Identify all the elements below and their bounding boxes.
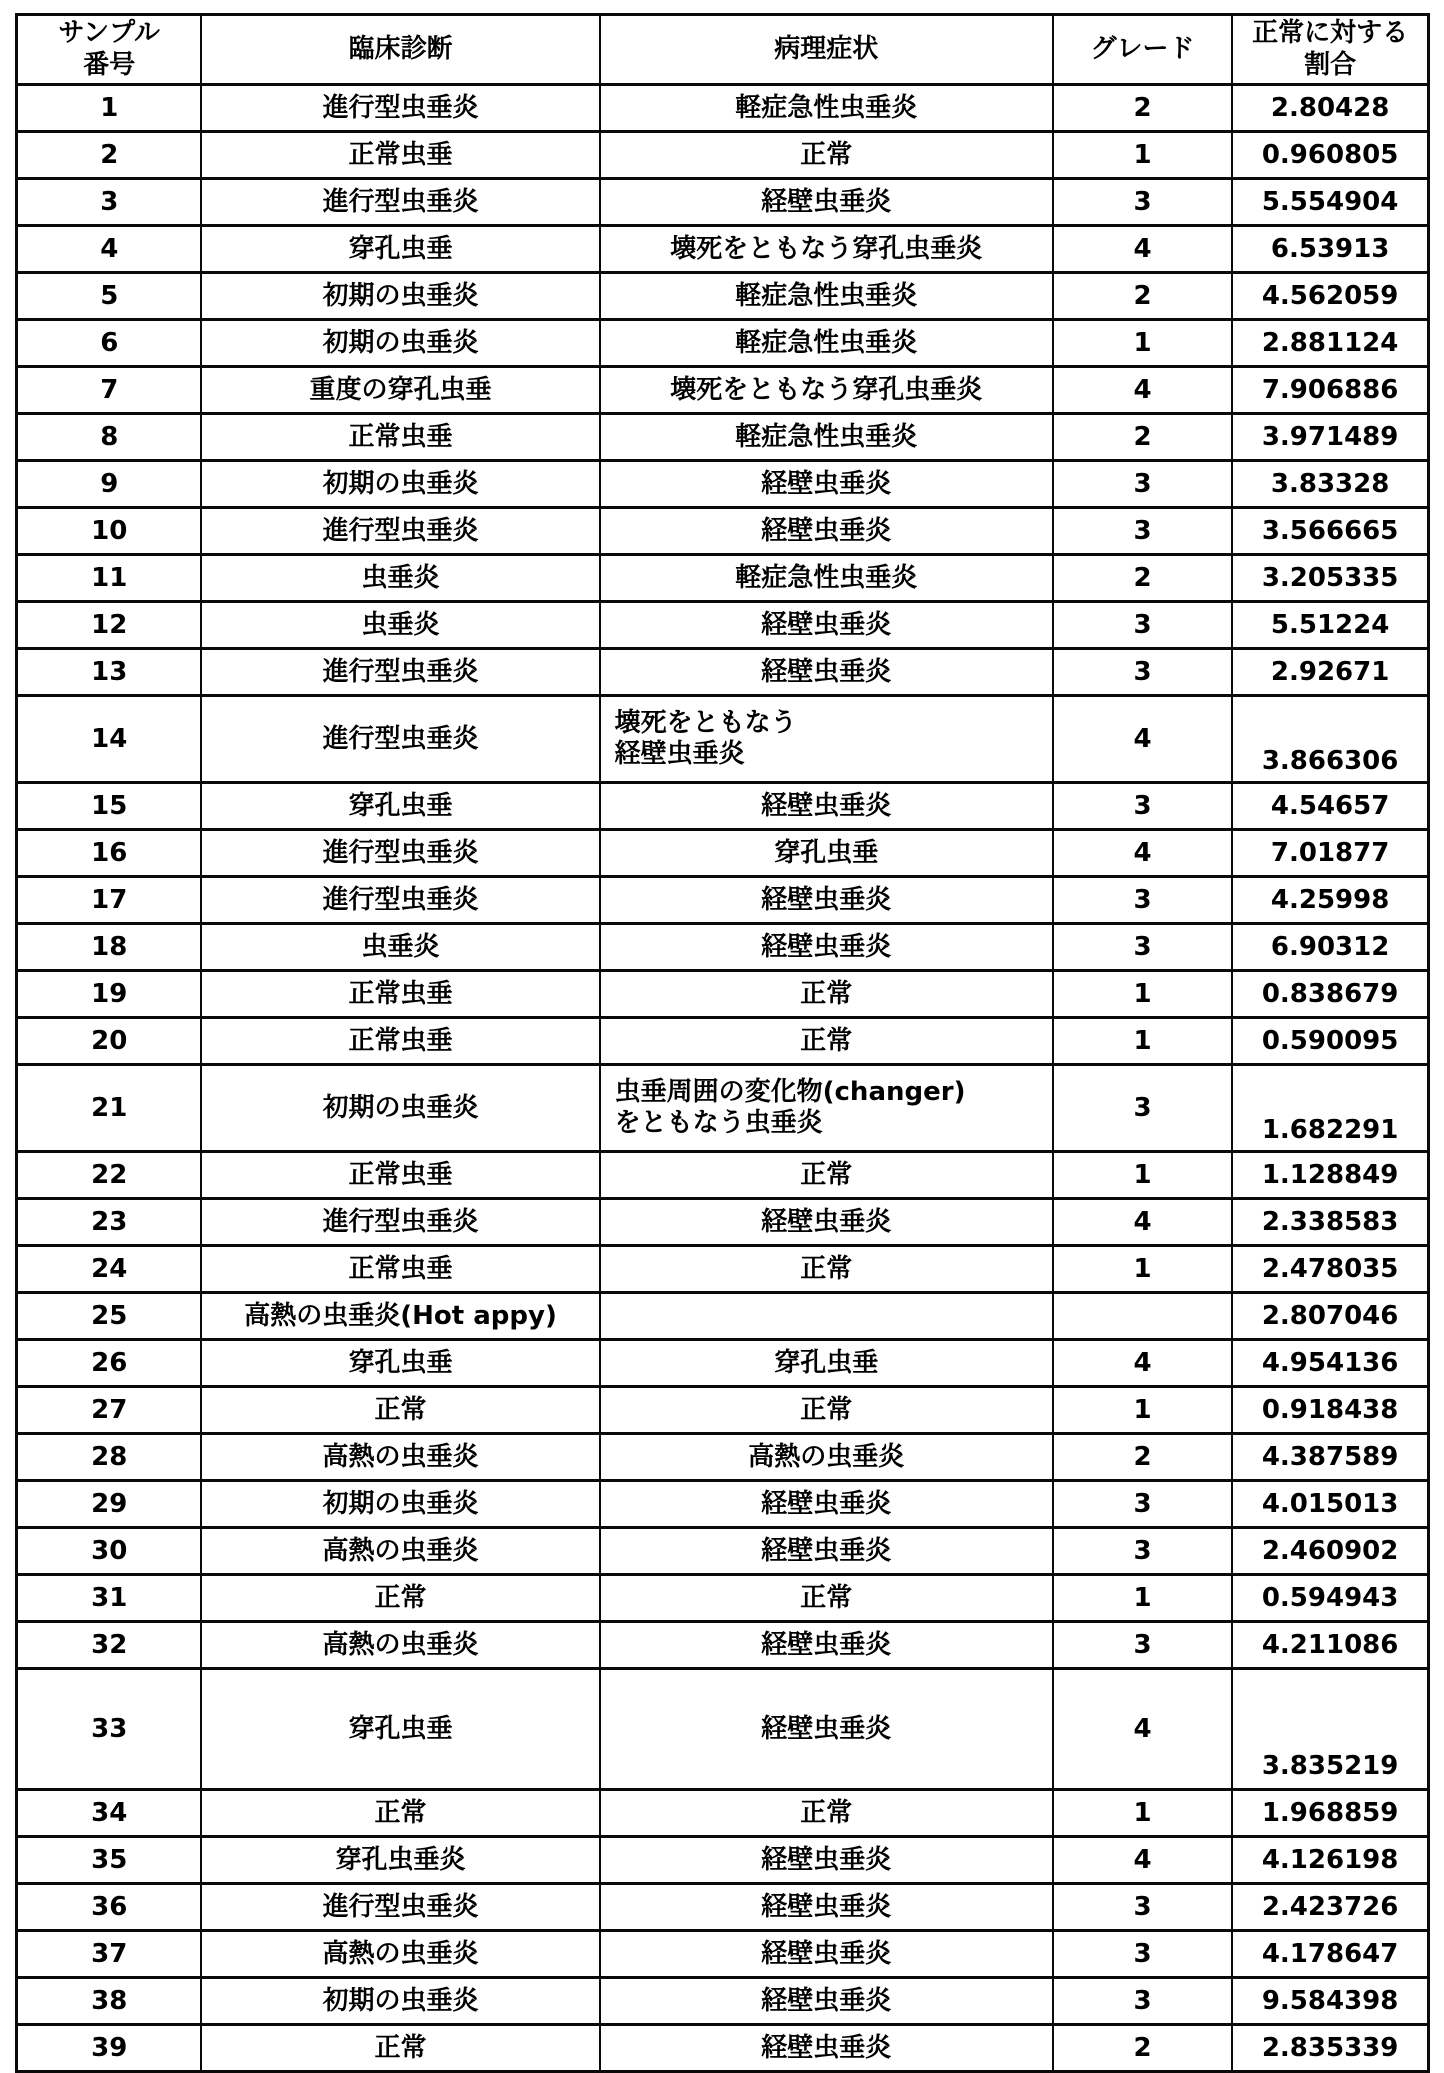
pathology-cell: 経壁虫垂炎: [600, 1481, 1053, 1528]
pathology-cell: 正常: [600, 1152, 1053, 1199]
col-header-pathology: 病理症状: [600, 15, 1053, 85]
table-row: [17, 1622, 1429, 1669]
grade-cell: 3: [1053, 783, 1232, 830]
table-header: [17, 15, 1429, 85]
ratio-cell: 2.881124: [1232, 320, 1428, 367]
clinical-diagnosis-cell: 進行型虫垂炎: [201, 696, 599, 783]
grade-cell: 1: [1053, 1018, 1232, 1065]
ratio-cell: 1.682291: [1232, 1065, 1428, 1152]
table-row: [17, 132, 1429, 179]
pathology-cell: 経壁虫垂炎: [600, 1669, 1053, 1790]
pathology-cell: 虫垂周囲の変化物(changer) をともなう虫垂炎: [600, 1065, 1053, 1152]
ratio-cell: 4.178647: [1232, 1931, 1428, 1978]
grade-cell: 3: [1053, 924, 1232, 971]
clinical-diagnosis-cell: 正常虫垂: [201, 1246, 599, 1293]
header-row: [17, 15, 1429, 85]
sample-number-cell: 33: [17, 1669, 202, 1790]
grade-cell: 3: [1053, 461, 1232, 508]
table-row: [17, 179, 1429, 226]
ratio-cell: 4.387589: [1232, 1434, 1428, 1481]
grade-cell: 4: [1053, 1837, 1232, 1884]
ratio-cell: 2.338583: [1232, 1199, 1428, 1246]
ratio-cell: 2.478035: [1232, 1246, 1428, 1293]
table-row: [17, 85, 1429, 132]
clinical-diagnosis-cell: 正常虫垂: [201, 1152, 599, 1199]
ratio-cell: 2.807046: [1232, 1293, 1428, 1340]
ratio-cell: 4.25998: [1232, 877, 1428, 924]
clinical-diagnosis-cell: 高熱の虫垂炎: [201, 1434, 599, 1481]
col-header-ratio-to-normal: 正常に対する 割合: [1232, 15, 1428, 85]
table-row: [17, 877, 1429, 924]
table-row: [17, 273, 1429, 320]
table-row: [17, 226, 1429, 273]
ratio-cell: 5.554904: [1232, 179, 1428, 226]
sample-number-cell: 31: [17, 1575, 202, 1622]
sample-number-cell: 28: [17, 1434, 202, 1481]
sample-number-cell: 17: [17, 877, 202, 924]
ratio-cell: 4.015013: [1232, 1481, 1428, 1528]
grade-cell: 3: [1053, 1065, 1232, 1152]
sample-number-cell: 9: [17, 461, 202, 508]
ratio-cell: 2.835339: [1232, 2025, 1428, 2072]
ratio-cell: 4.562059: [1232, 273, 1428, 320]
sample-number-cell: 38: [17, 1978, 202, 2025]
clinical-diagnosis-cell: 進行型虫垂炎: [201, 85, 599, 132]
clinical-diagnosis-cell: 高熱の虫垂炎(Hot appy): [201, 1293, 599, 1340]
clinical-diagnosis-cell: 進行型虫垂炎: [201, 649, 599, 696]
ratio-cell: 1.128849: [1232, 1152, 1428, 1199]
table-row: [17, 1790, 1429, 1837]
pathology-cell: 経壁虫垂炎: [600, 1978, 1053, 2025]
pathology-cell: 壊死をともなう穿孔虫垂炎: [600, 226, 1053, 273]
sample-results-table: [15, 13, 1430, 2073]
grade-cell: 3: [1053, 1481, 1232, 1528]
table-row: [17, 508, 1429, 555]
ratio-cell: 6.90312: [1232, 924, 1428, 971]
grade-cell: 4: [1053, 1669, 1232, 1790]
grade-cell: 4: [1053, 226, 1232, 273]
table-row: [17, 1018, 1429, 1065]
clinical-diagnosis-cell: 穿孔虫垂: [201, 1340, 599, 1387]
grade-cell: 1: [1053, 320, 1232, 367]
pathology-cell: 経壁虫垂炎: [600, 783, 1053, 830]
pathology-cell: 経壁虫垂炎: [600, 1884, 1053, 1931]
clinical-diagnosis-cell: 穿孔虫垂炎: [201, 1837, 599, 1884]
ratio-cell: 0.594943: [1232, 1575, 1428, 1622]
pathology-cell: 正常: [600, 1387, 1053, 1434]
sample-number-cell: 15: [17, 783, 202, 830]
table-row: [17, 1387, 1429, 1434]
table-row: [17, 1978, 1429, 2025]
ratio-cell: 4.126198: [1232, 1837, 1428, 1884]
ratio-cell: 3.566665: [1232, 508, 1428, 555]
clinical-diagnosis-cell: 進行型虫垂炎: [201, 179, 599, 226]
table-row: [17, 1152, 1429, 1199]
sample-number-cell: 4: [17, 226, 202, 273]
sample-number-cell: 26: [17, 1340, 202, 1387]
ratio-cell: 0.918438: [1232, 1387, 1428, 1434]
ratio-cell: 3.835219: [1232, 1669, 1428, 1790]
table-row: [17, 1065, 1429, 1152]
clinical-diagnosis-cell: 進行型虫垂炎: [201, 1199, 599, 1246]
table-row: [17, 1575, 1429, 1622]
clinical-diagnosis-cell: 虫垂炎: [201, 602, 599, 649]
grade-cell: 1: [1053, 1387, 1232, 1434]
grade-cell: 1: [1053, 1152, 1232, 1199]
table-row: [17, 1884, 1429, 1931]
sample-number-cell: 5: [17, 273, 202, 320]
col-header-clinical-diagnosis: 臨床診断: [201, 15, 599, 85]
grade-cell: 3: [1053, 1931, 1232, 1978]
clinical-diagnosis-cell: 高熱の虫垂炎: [201, 1931, 599, 1978]
table-row: [17, 1528, 1429, 1575]
grade-cell: 2: [1053, 273, 1232, 320]
pathology-cell: 軽症急性虫垂炎: [600, 555, 1053, 602]
sample-number-cell: 10: [17, 508, 202, 555]
grade-cell: 2: [1053, 1434, 1232, 1481]
pathology-cell: 経壁虫垂炎: [600, 1199, 1053, 1246]
clinical-diagnosis-cell: 高熱の虫垂炎: [201, 1528, 599, 1575]
table-row: [17, 1434, 1429, 1481]
ratio-cell: 5.51224: [1232, 602, 1428, 649]
clinical-diagnosis-cell: 正常虫垂: [201, 414, 599, 461]
grade-cell: 4: [1053, 1340, 1232, 1387]
table-row: [17, 696, 1429, 783]
table-body: [17, 85, 1429, 2072]
table-row: [17, 971, 1429, 1018]
clinical-diagnosis-cell: 穿孔虫垂: [201, 226, 599, 273]
pathology-cell: 経壁虫垂炎: [600, 649, 1053, 696]
sample-number-cell: 18: [17, 924, 202, 971]
grade-cell: [1053, 1293, 1232, 1340]
grade-cell: 3: [1053, 1978, 1232, 2025]
col-header-grade: グレード: [1053, 15, 1232, 85]
sample-number-cell: 24: [17, 1246, 202, 1293]
pathology-cell: 経壁虫垂炎: [600, 877, 1053, 924]
ratio-cell: 4.211086: [1232, 1622, 1428, 1669]
ratio-cell: 3.83328: [1232, 461, 1428, 508]
sample-number-cell: 30: [17, 1528, 202, 1575]
sample-number-cell: 13: [17, 649, 202, 696]
table-row: [17, 1931, 1429, 1978]
grade-cell: 3: [1053, 877, 1232, 924]
grade-cell: 4: [1053, 830, 1232, 877]
table-row: [17, 555, 1429, 602]
grade-cell: 3: [1053, 1528, 1232, 1575]
grade-cell: 1: [1053, 1575, 1232, 1622]
pathology-cell: 経壁虫垂炎: [600, 924, 1053, 971]
ratio-cell: 0.590095: [1232, 1018, 1428, 1065]
pathology-cell: 正常: [600, 132, 1053, 179]
grade-cell: 1: [1053, 132, 1232, 179]
table-row: [17, 461, 1429, 508]
sample-number-cell: 8: [17, 414, 202, 461]
table-row: [17, 602, 1429, 649]
pathology-cell: 正常: [600, 971, 1053, 1018]
pathology-cell: 経壁虫垂炎: [600, 1528, 1053, 1575]
clinical-diagnosis-cell: 初期の虫垂炎: [201, 461, 599, 508]
clinical-diagnosis-cell: 正常: [201, 1387, 599, 1434]
grade-cell: 3: [1053, 179, 1232, 226]
clinical-diagnosis-cell: 進行型虫垂炎: [201, 830, 599, 877]
sample-number-cell: 23: [17, 1199, 202, 1246]
sample-number-cell: 27: [17, 1387, 202, 1434]
sample-number-cell: 6: [17, 320, 202, 367]
clinical-diagnosis-cell: 正常: [201, 1575, 599, 1622]
clinical-diagnosis-cell: 進行型虫垂炎: [201, 508, 599, 555]
clinical-diagnosis-cell: 正常虫垂: [201, 132, 599, 179]
pathology-cell: 経壁虫垂炎: [600, 2025, 1053, 2072]
table-row: [17, 1246, 1429, 1293]
pathology-cell: 正常: [600, 1790, 1053, 1837]
clinical-diagnosis-cell: 初期の虫垂炎: [201, 273, 599, 320]
table-row: [17, 1669, 1429, 1790]
grade-cell: 2: [1053, 2025, 1232, 2072]
pathology-cell: 軽症急性虫垂炎: [600, 85, 1053, 132]
table-row: [17, 1293, 1429, 1340]
ratio-cell: 2.92671: [1232, 649, 1428, 696]
sample-number-cell: 37: [17, 1931, 202, 1978]
pathology-cell: 正常: [600, 1246, 1053, 1293]
table-row: [17, 414, 1429, 461]
sample-number-cell: 22: [17, 1152, 202, 1199]
ratio-cell: 4.54657: [1232, 783, 1428, 830]
pathology-cell: 壊死をともなう 経壁虫垂炎: [600, 696, 1053, 783]
pathology-cell: 穿孔虫垂: [600, 1340, 1053, 1387]
grade-cell: 2: [1053, 85, 1232, 132]
ratio-cell: 1.968859: [1232, 1790, 1428, 1837]
grade-cell: 1: [1053, 1790, 1232, 1837]
pathology-cell: 経壁虫垂炎: [600, 508, 1053, 555]
pathology-cell: 経壁虫垂炎: [600, 179, 1053, 226]
table-row: [17, 320, 1429, 367]
ratio-cell: 3.866306: [1232, 696, 1428, 783]
sample-number-cell: 25: [17, 1293, 202, 1340]
ratio-cell: 0.960805: [1232, 132, 1428, 179]
pathology-cell: 軽症急性虫垂炎: [600, 320, 1053, 367]
grade-cell: 4: [1053, 696, 1232, 783]
grade-cell: 1: [1053, 1246, 1232, 1293]
table-row: [17, 1837, 1429, 1884]
sample-number-cell: 1: [17, 85, 202, 132]
pathology-cell: 経壁虫垂炎: [600, 1622, 1053, 1669]
ratio-cell: 2.80428: [1232, 85, 1428, 132]
sample-number-cell: 39: [17, 2025, 202, 2072]
pathology-cell: 正常: [600, 1018, 1053, 1065]
pathology-cell: 穿孔虫垂: [600, 830, 1053, 877]
grade-cell: 3: [1053, 602, 1232, 649]
ratio-cell: 2.423726: [1232, 1884, 1428, 1931]
table-row: [17, 2025, 1429, 2072]
pathology-cell: 軽症急性虫垂炎: [600, 414, 1053, 461]
clinical-diagnosis-cell: 進行型虫垂炎: [201, 1884, 599, 1931]
ratio-cell: 9.584398: [1232, 1978, 1428, 2025]
clinical-diagnosis-cell: 初期の虫垂炎: [201, 320, 599, 367]
clinical-diagnosis-cell: 重度の穿孔虫垂: [201, 367, 599, 414]
ratio-cell: 7.906886: [1232, 367, 1428, 414]
grade-cell: 3: [1053, 1884, 1232, 1931]
sample-number-cell: 3: [17, 179, 202, 226]
sample-number-cell: 14: [17, 696, 202, 783]
ratio-cell: 6.53913: [1232, 226, 1428, 273]
ratio-cell: 0.838679: [1232, 971, 1428, 1018]
table-row: [17, 649, 1429, 696]
sample-number-cell: 29: [17, 1481, 202, 1528]
pathology-cell: 高熱の虫垂炎: [600, 1434, 1053, 1481]
pathology-cell: 正常: [600, 1575, 1053, 1622]
clinical-diagnosis-cell: 正常虫垂: [201, 971, 599, 1018]
ratio-cell: 3.205335: [1232, 555, 1428, 602]
pathology-cell: 経壁虫垂炎: [600, 1931, 1053, 1978]
clinical-diagnosis-cell: 穿孔虫垂: [201, 783, 599, 830]
sample-number-cell: 21: [17, 1065, 202, 1152]
clinical-diagnosis-cell: 初期の虫垂炎: [201, 1481, 599, 1528]
table-row: [17, 830, 1429, 877]
pathology-cell: 経壁虫垂炎: [600, 602, 1053, 649]
ratio-cell: 7.01877: [1232, 830, 1428, 877]
pathology-cell: 軽症急性虫垂炎: [600, 273, 1053, 320]
sample-number-cell: 2: [17, 132, 202, 179]
table-row: [17, 1340, 1429, 1387]
table-row: [17, 924, 1429, 971]
pathology-cell: 壊死をともなう穿孔虫垂炎: [600, 367, 1053, 414]
clinical-diagnosis-cell: 虫垂炎: [201, 555, 599, 602]
ratio-cell: 2.460902: [1232, 1528, 1428, 1575]
grade-cell: 2: [1053, 414, 1232, 461]
pathology-cell: [600, 1293, 1053, 1340]
table-row: [17, 1481, 1429, 1528]
sample-number-cell: 36: [17, 1884, 202, 1931]
grade-cell: 3: [1053, 508, 1232, 555]
clinical-diagnosis-cell: 初期の虫垂炎: [201, 1065, 599, 1152]
table-row: [17, 783, 1429, 830]
grade-cell: 4: [1053, 367, 1232, 414]
clinical-diagnosis-cell: 正常: [201, 2025, 599, 2072]
clinical-diagnosis-cell: 進行型虫垂炎: [201, 877, 599, 924]
grade-cell: 1: [1053, 971, 1232, 1018]
sample-number-cell: 32: [17, 1622, 202, 1669]
pathology-cell: 経壁虫垂炎: [600, 461, 1053, 508]
ratio-cell: 4.954136: [1232, 1340, 1428, 1387]
table-row: [17, 367, 1429, 414]
sample-number-cell: 34: [17, 1790, 202, 1837]
sample-number-cell: 11: [17, 555, 202, 602]
sample-number-cell: 35: [17, 1837, 202, 1884]
clinical-diagnosis-cell: 正常虫垂: [201, 1018, 599, 1065]
grade-cell: 4: [1053, 1199, 1232, 1246]
grade-cell: 3: [1053, 649, 1232, 696]
clinical-diagnosis-cell: 高熱の虫垂炎: [201, 1622, 599, 1669]
clinical-diagnosis-cell: 虫垂炎: [201, 924, 599, 971]
grade-cell: 3: [1053, 1622, 1232, 1669]
clinical-diagnosis-cell: 穿孔虫垂: [201, 1669, 599, 1790]
sample-number-cell: 20: [17, 1018, 202, 1065]
sample-number-cell: 12: [17, 602, 202, 649]
sample-number-cell: 19: [17, 971, 202, 1018]
grade-cell: 2: [1053, 555, 1232, 602]
sample-number-cell: 7: [17, 367, 202, 414]
sample-number-cell: 16: [17, 830, 202, 877]
clinical-diagnosis-cell: 正常: [201, 1790, 599, 1837]
table-row: [17, 1199, 1429, 1246]
ratio-cell: 3.971489: [1232, 414, 1428, 461]
clinical-diagnosis-cell: 初期の虫垂炎: [201, 1978, 599, 2025]
pathology-cell: 経壁虫垂炎: [600, 1837, 1053, 1884]
col-header-sample-number: サンプル 番号: [17, 15, 202, 85]
